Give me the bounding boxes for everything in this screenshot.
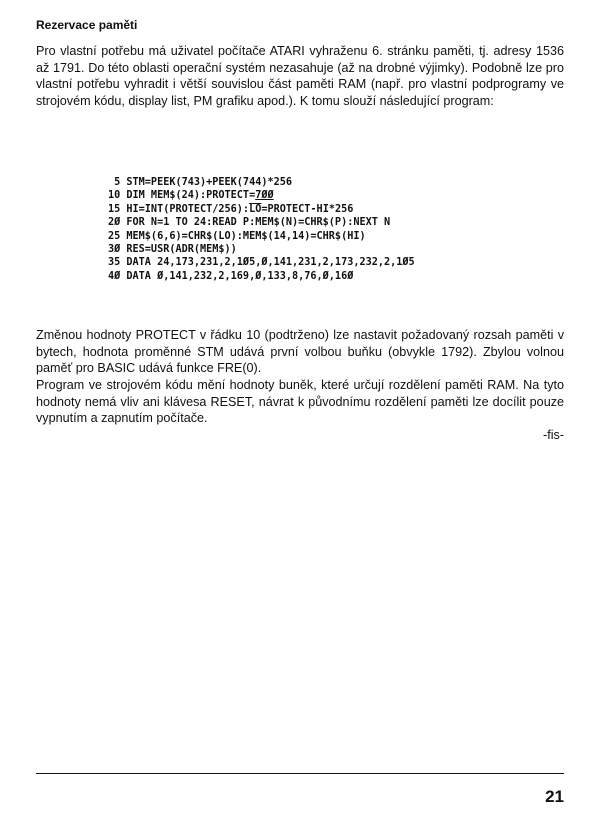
basic-program-listing bbox=[108, 176, 415, 283]
code-line-15 bbox=[108, 203, 415, 216]
code-line-25: 25 MEM$(6,6)=CHR$(LO):MEM$(14,14)=CHR$(HI) bbox=[108, 230, 366, 242]
page-number: 21 bbox=[545, 787, 564, 806]
author-signature: -fis- bbox=[543, 428, 564, 442]
machine-code-paragraph: Program ve strojovém kódu mění hodnoty buněk, které určují rozdělení paměti RAM. Na tyto hodnoty nemá vliv ani klávesa RESET, návrat k původnímu rozdělení paměti lze docílit pouze vypnutím a zapnutím počítače. bbox=[36, 378, 564, 426]
code-line-40: 4Ø DATA Ø,141,232,2,169,Ø,133,8,76,Ø,16Ø bbox=[108, 270, 354, 282]
code-line-20: 2Ø FOR N=1 TO 24:READ P:MEM$(N)=CHR$(P):NEXT N bbox=[108, 217, 391, 229]
code-line-5: 5 STM=PEEK(743)+PEEK(744)*256 bbox=[108, 177, 293, 188]
section-heading: Rezervace paměti bbox=[36, 18, 138, 32]
protect-value-underlined: 7ØØ bbox=[255, 190, 274, 202]
code-line-30: 3Ø RES=USR(ADR(MEM$)) bbox=[108, 243, 237, 255]
code-line-15-rest: =PROTECT-HI*256 bbox=[261, 203, 354, 215]
lo-variable-overlined: LO bbox=[249, 203, 262, 215]
code-line-15-text: 15 HI=INT(PROTECT/256): bbox=[108, 203, 250, 215]
footer-divider bbox=[36, 773, 564, 774]
code-line-35: 35 DATA 24,173,231,2,1Ø5,Ø,141,231,2,173,232,2,1Ø5 bbox=[108, 257, 415, 269]
protect-explanation-paragraph: Změnou hodnoty PROTECT v řádku 10 (podtrženo) lze nastavit požadovaný rozsah paměti v bytech, hodnota proměnné STM udává první volbou buňku (obvykle 1792). Zbylou volnou paměť pro BASIC udává funkce FRE(0). bbox=[36, 328, 564, 376]
code-line-10-text: 10 DIM MEM$(24):PROTECT= bbox=[108, 190, 256, 202]
intro-paragraph: Pro vlastní potřebu má uživatel počítače ATARI vyhraženu 6. stránku paměti, tj. adresy 1536 až 1791. Do této oblasti operační systém nezasahuje (až na drobné výjimky). Podobně lze pro vlastní potřebu vyhradit i větší souvislou část paměti RAM (např. pro vlastní podprogramy ve strojovém kódu, display list, PM grafiku apod.). K tomu slouží následující program: bbox=[36, 44, 564, 108]
code-line-10 bbox=[108, 189, 415, 202]
